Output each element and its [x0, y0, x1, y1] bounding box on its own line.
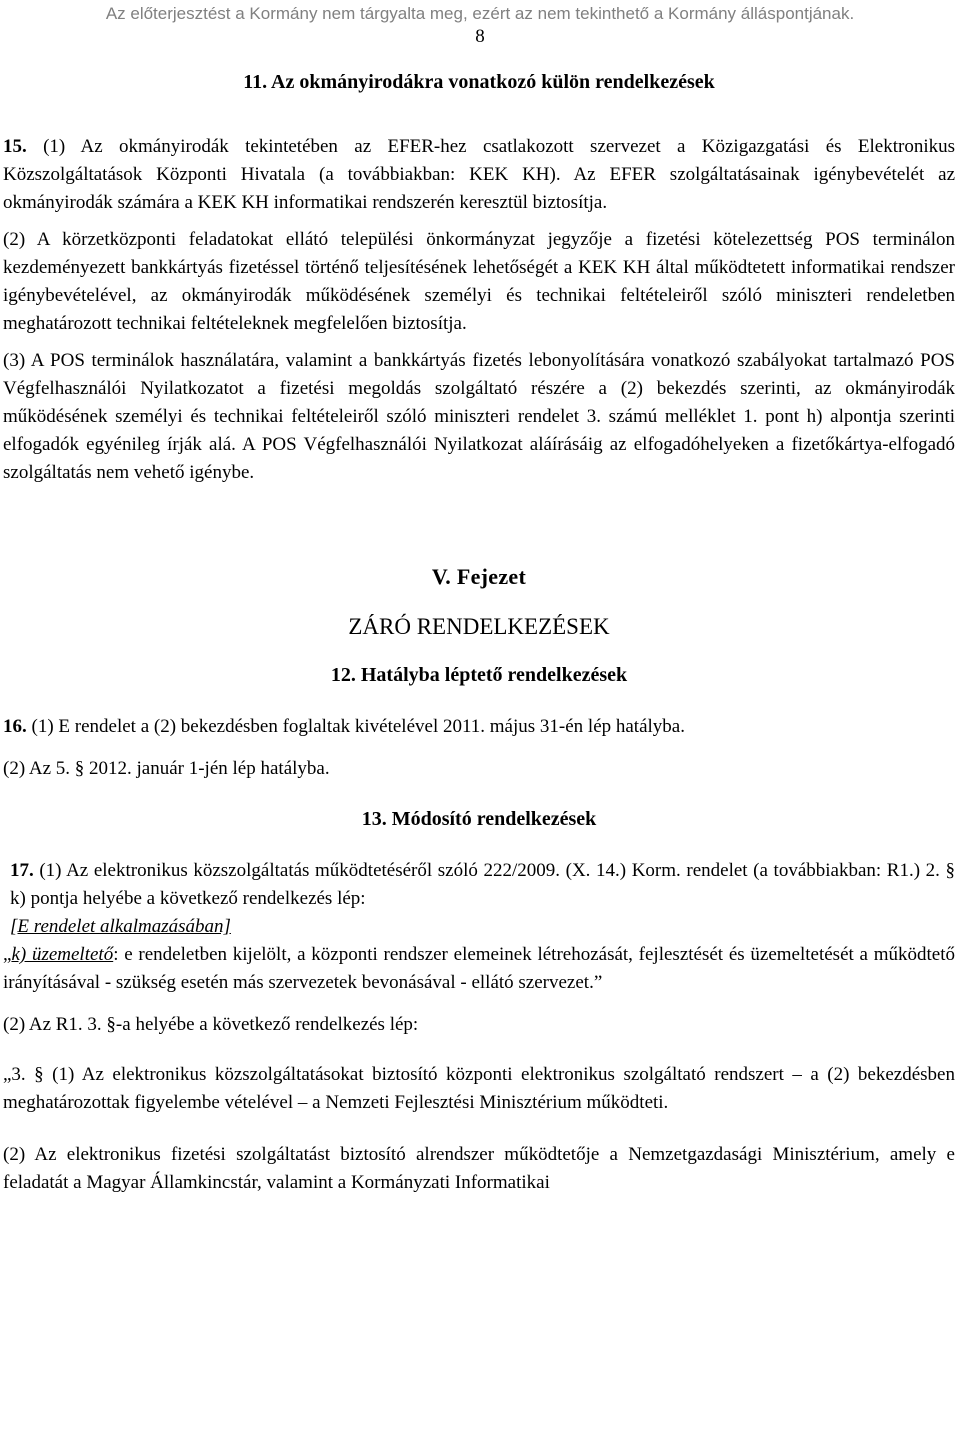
section-13-heading: 13. Módosító rendelkezések	[361, 808, 597, 830]
section-15-paragraph-3: (3) A POS terminálok használatára, valamint a bankkártyás fizetés lebonyolítására vonatkozó szabályokat tartalmazó POS Végfelhasználói Nyilatkozatot a fizetési megoldás szolgáltató részére a (2) bekezdés szerinti, az okmányirodák működésének személyi és technikai feltételeiről szóló miniszteri rendelet 3. számú melléklet 1. pont h) alpontja szerinti elfogadók egyénileg írják alá. A POS Végfelhasználói Nyilatkozat aláírásáig az elfogadóhelyeken a fizetőkártya-elfogadó szolgáltatás nem vehető igénybe.	[3, 350, 955, 483]
section-15-paragraph-2: (2) A körzetközponti feladatokat ellátó települési önkormányzat jegyzője a fizetési kötelezettség POS terminálon kezdeményezett bankkártyás fizetéssel történő teljesítésének lehetőségét a KEK KH által működtetett informatikai rendszer igénybevételével, az okmányirodák működésének személyi és technikai feltételeiről szóló miniszteri rendeletben meghatározott technikai feltételeknek megfelelően biztosítja.	[3, 229, 955, 334]
header-disclaimer: Az előterjesztést a Kormány nem tárgyalta meg, ezért az nem tekinthető a Kormány álláspontjának.	[105, 4, 855, 23]
definition-open-quote: „	[3, 944, 12, 965]
definition-k	[3, 941, 955, 997]
section-12-heading: 12. Hatályba léptető rendelkezések	[330, 664, 628, 686]
section-17-paragraph-1	[3, 857, 955, 913]
document-body	[3, 68, 955, 1197]
definition-text: : e rendeletben kijelölt, a központi rendszer elemeinek létrehozását, fejlesztését és üzemeltetését a működtető irányításával - szükség esetén más szervezetek bevonásával - ellátó szervezet.”	[3, 944, 955, 993]
bracket-context: [E rendelet alkalmazásában]	[10, 916, 231, 937]
chapter-number: V. Fejezet	[431, 564, 527, 589]
chapter-title: ZÁRÓ RENDELKEZÉSEK	[348, 614, 610, 639]
section-15-paragraph-1	[3, 133, 955, 217]
section-15-label: 15.	[3, 136, 27, 157]
section-16-p1-text: (1) E rendelet a (2) bekezdésben foglaltak kivételével 2011. május 31-én lép hatályba.	[26, 716, 685, 737]
section-17-paragraph-2: (2) Az R1. 3. §-a helyébe a következő rendelkezés lép:	[3, 1014, 419, 1035]
section-16-paragraph-1	[3, 713, 955, 741]
section-17-p1-text: (1) Az elektronikus közszolgáltatás működtetéséről szóló 222/2009. (X. 14.) Korm. rendelet (a továbbiakban: R1.) 2. § k) pontja helyébe a következő rendelkezés lép:	[10, 860, 955, 909]
r1-section-3-paragraph-1: „3. § (1) Az elektronikus közszolgáltatásokat biztosító központi elektronikus szolgáltató rendszert – a (2) bekezdésben meghatározottak figyelembe vételével – a Nemzeti Fejlesztési Minisztérium működteti.	[3, 1064, 955, 1113]
section-11-heading: 11. Az okmányirodákra vonatkozó külön rendelkezések	[243, 71, 715, 93]
section-16-paragraph-2: (2) Az 5. § 2012. január 1-jén lép hatályba.	[3, 758, 330, 779]
page-number: 8	[475, 26, 485, 47]
section-17-label: 17.	[10, 860, 34, 881]
r1-section-3-paragraph-2: (2) Az elektronikus fizetési szolgáltatást biztosító alrendszer működtetője a Nemzetgazdasági Minisztérium, amely e feladatát a Magyar Államkincstár, valamint a Kormányzati Informatikai	[3, 1144, 955, 1193]
section-16-label: 16.	[3, 716, 27, 737]
section-15-p1-text: (1) Az okmányirodák tekintetében az EFER-hez csatlakozott szervezet a Közigazgatási és Elektronikus Közszolgáltatások Központi Hivatala (a továbbiakban: KEK KH). Az EFER szolgáltatásainak igénybevételét az okmányirodák számára a KEK KH informatikai rendszerén keresztül biztosítja.	[3, 136, 955, 213]
definition-term: k) üzemeltető	[11, 944, 114, 965]
